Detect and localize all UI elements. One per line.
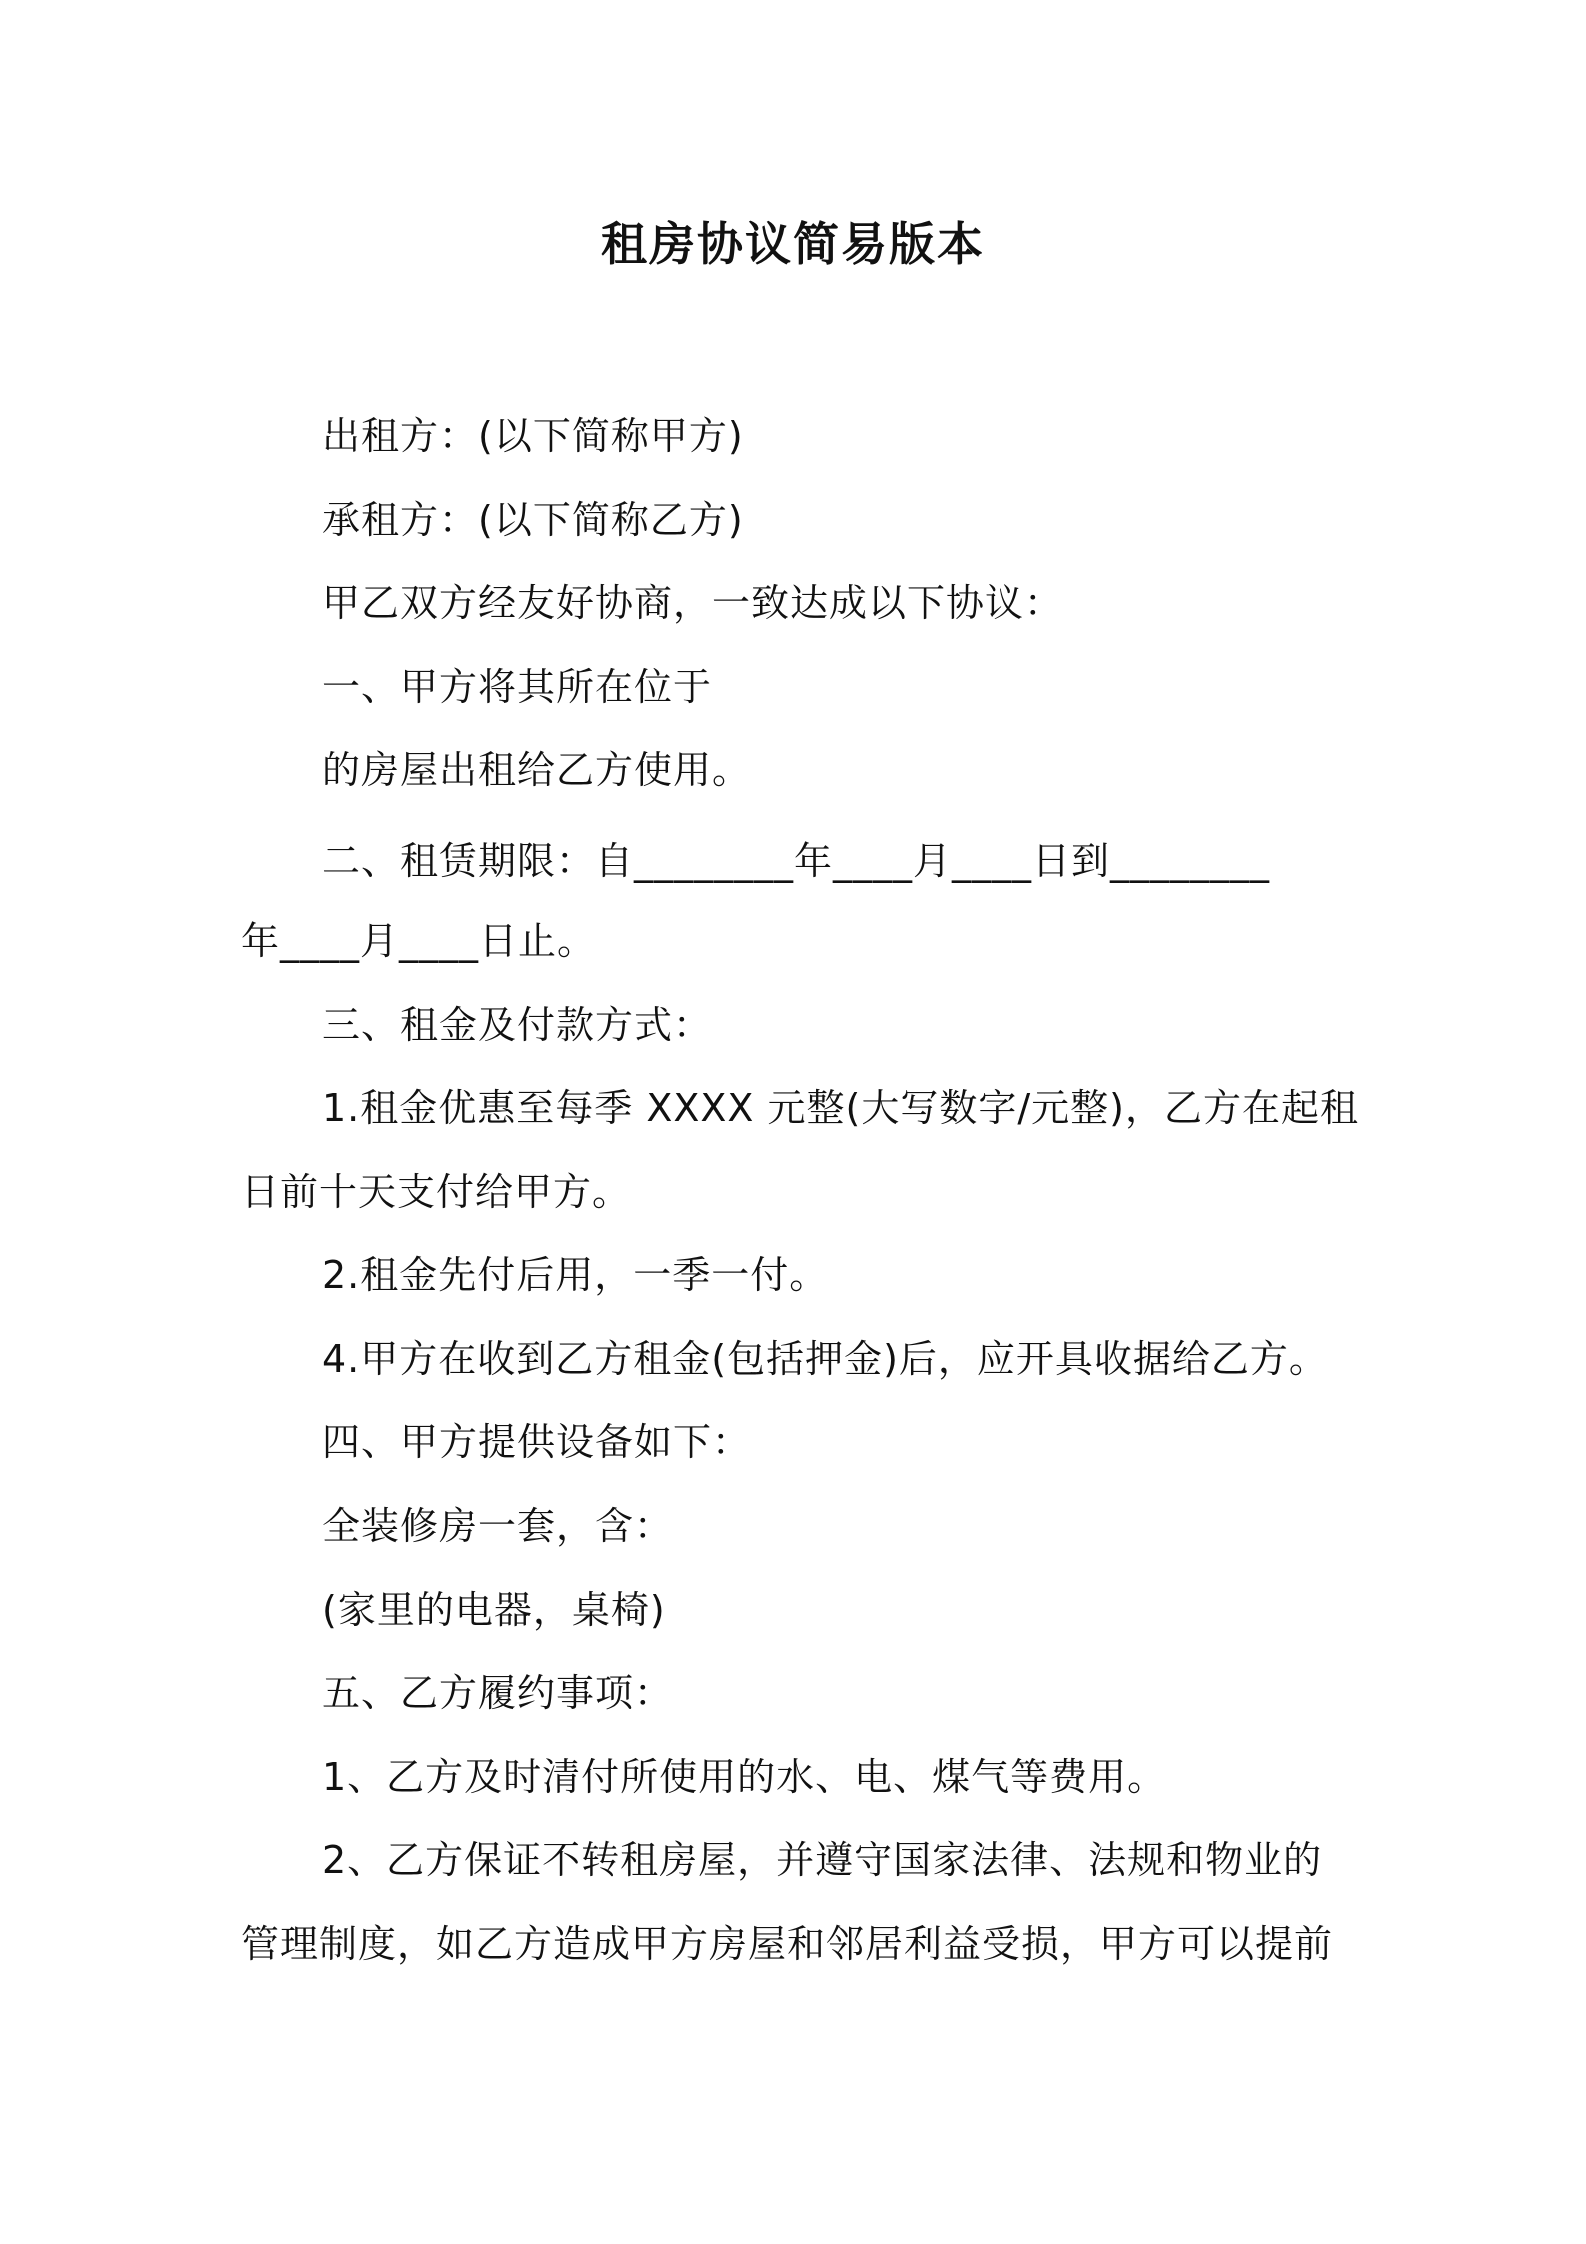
clause-3-item-2: 2.租金先付后用，一季一付。 (322, 1253, 829, 1297)
clause-4-item-2: (家里的电器，桌椅) (322, 1588, 666, 1632)
clause-3-heading: 三、租金及付款方式： (322, 1003, 713, 1047)
clause-5-heading: 五、乙方履约事项： (322, 1671, 674, 1715)
clause-4-item-1: 全装修房一套，含： (322, 1504, 674, 1548)
clause-5-item-1: 1、乙方及时清付所使用的水、电、煤气等费用。 (322, 1755, 1167, 1799)
clause-3-item-1-line-2: 日前十天支付给甲方。 (241, 1170, 632, 1214)
clause-3-item-4: 4.甲方在收到乙方租金(包括押金)后，应开具收据给乙方。 (322, 1337, 1328, 1381)
document-title: 租房协议简易版本 (601, 217, 985, 271)
lessor-line: 出租方：(以下简称甲方) (322, 414, 744, 458)
clause-5-item-2-line-1: 2、乙方保证不转租房屋，并遵守国家法律、法规和物业的 (322, 1838, 1323, 1882)
lessee-line: 承租方：(以下简称乙方) (322, 498, 744, 542)
clause-2-line-1: 二、租赁期限：自________年____月____日到________ (322, 839, 1271, 883)
clause-1-text: 的房屋出租给乙方使用。 (322, 748, 752, 792)
clause-1-heading: 一、甲方将其所在位于 (322, 665, 713, 709)
clause-3-item-1-line-1: 1.租金优惠至每季 XXXX 元整(大写数字/元整)，乙方在起租 (322, 1086, 1359, 1130)
agreement-intro-line: 甲乙双方经友好协商，一致达成以下协议： (322, 581, 1064, 625)
clause-2-line-2: 年____月____日止。 (241, 919, 597, 963)
clause-4-heading: 四、甲方提供设备如下： (322, 1420, 752, 1464)
clause-5-item-2-line-2: 管理制度，如乙方造成甲方房屋和邻居利益受损，甲方可以提前 (241, 1922, 1334, 1966)
